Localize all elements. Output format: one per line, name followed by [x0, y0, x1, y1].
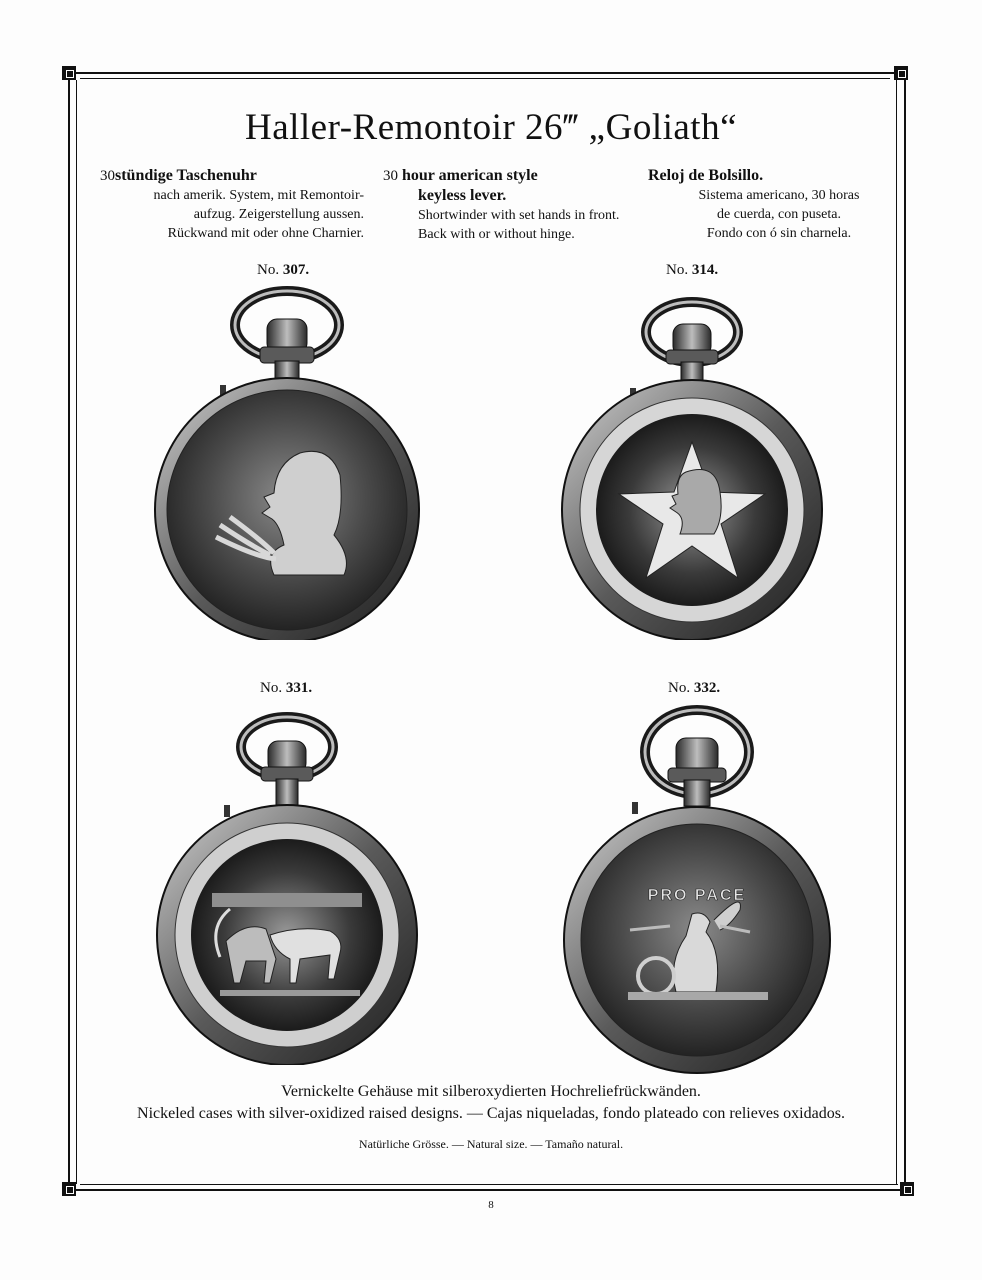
footer-natural-size: Natürliche Grösse. — Natural size. — Tamaño natural. [358, 1137, 624, 1151]
frame-bottom-rule-inner [80, 1184, 898, 1185]
watch-307-image [150, 285, 430, 640]
frame-left-rule [68, 74, 70, 1188]
watch-314-image [560, 290, 835, 640]
watch-number-314: No. 314. [666, 262, 719, 278]
spanish-heading: Reloj de Bolsillo. [648, 167, 764, 184]
watch-331-image [150, 705, 430, 1065]
frame-right-rule [904, 74, 906, 1188]
footer-line-german: Vernickelte Gehäuse mit silberoxydierten Hochreliefrückwänden. [281, 1083, 701, 1100]
watch-number-332: No. 332. [668, 680, 721, 696]
frame-corner-top-left [62, 66, 76, 80]
page-title: Haller-Remontoir 26‴ „Goliath“ [244, 107, 738, 148]
description-spanish [648, 166, 880, 243]
watch-number-331: No. 331. [260, 680, 313, 696]
german-body: nach amerik. System, mit Remontoir- aufzug. Zeigerstellung aussen. Rückwand mit oder ohne Charnier. [153, 188, 364, 241]
english-body: Shortwinder with set hands in front. Back with or without hinge. [418, 208, 620, 242]
german-heading: 30stündige Taschenuhr [100, 167, 257, 184]
frame-corner-bottom-right [900, 1182, 914, 1196]
watch-332-image [560, 700, 840, 1075]
frame-corner-bottom-left [62, 1182, 76, 1196]
frame-left-rule-inner [76, 80, 77, 1184]
page-number: 8 [488, 1199, 494, 1211]
description-english [383, 166, 653, 244]
footer-line-english-spanish: Nickeled cases with silver-oxidized raised designs. — Cajas niqueladas, fondo plateado con relieves oxidados. [137, 1105, 845, 1122]
frame-bottom-rule [70, 1189, 908, 1191]
frame-corner-top-right [894, 66, 908, 80]
frame-right-rule-inner [896, 80, 897, 1184]
engraving-pro-pace: PRO PACE [647, 887, 747, 904]
frame-top-rule [70, 72, 900, 74]
spanish-body: Sistema americano, 30 horas de cuerda, con puseta. Fondo con ó sin charnela. [698, 188, 860, 241]
description-german [100, 166, 370, 243]
english-heading-2: keyless lever. [418, 187, 507, 204]
frame-top-rule-inner [80, 78, 890, 79]
watch-number-307: No. 307. [257, 262, 310, 278]
english-heading: 30 hour american style [383, 167, 538, 184]
